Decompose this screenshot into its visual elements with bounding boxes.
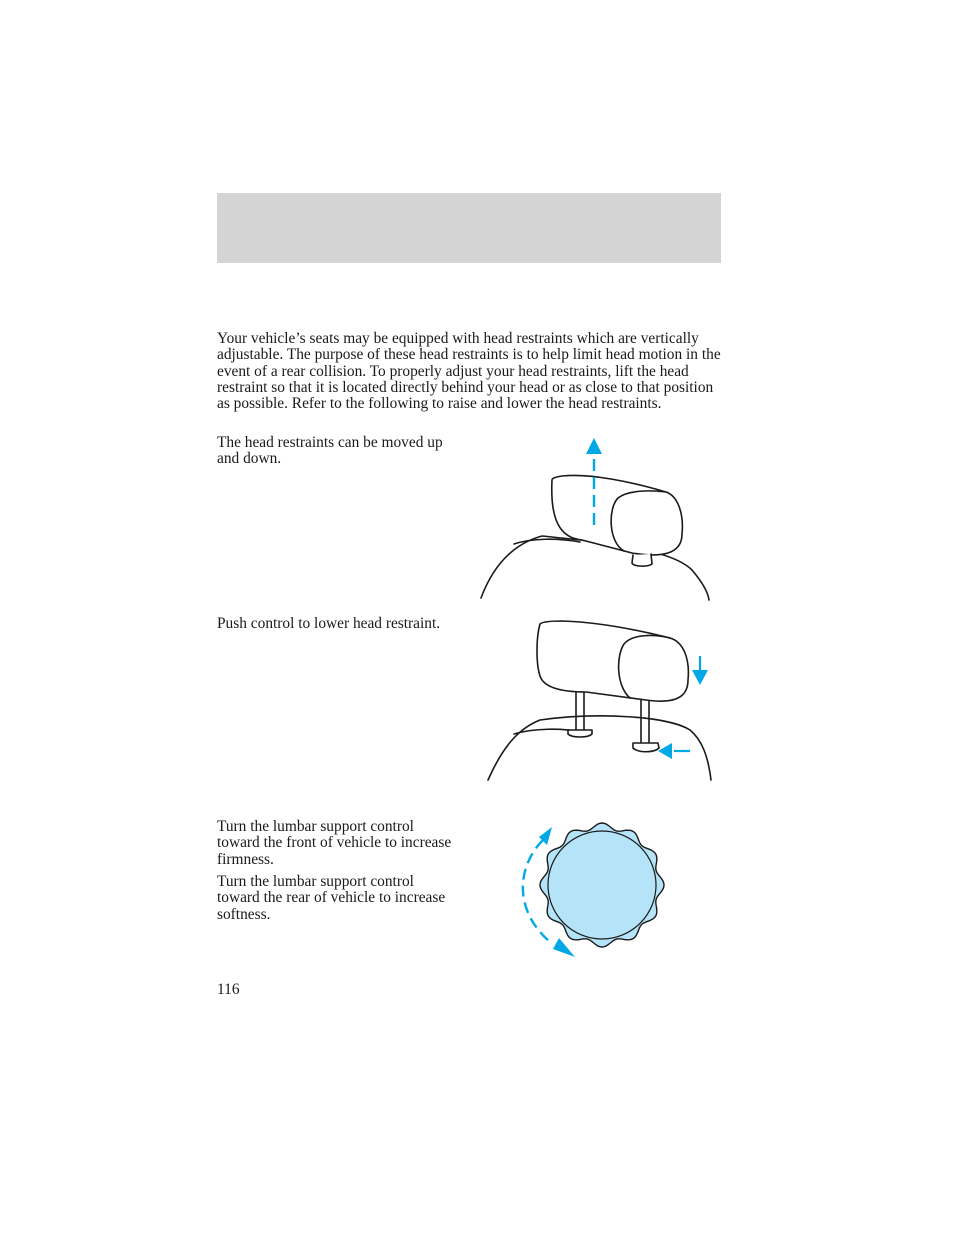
head-restraint-lower-illustration xyxy=(478,608,728,786)
lumbar-knob-illustration xyxy=(505,818,680,963)
head-restraint-adjust-text: The head restraints can be moved up and down. xyxy=(217,434,443,468)
head-restraint-raise-illustration xyxy=(470,430,730,605)
lumbar-firmness-text: Turn the lumbar support control toward the front of vehicle to increase firmness. xyxy=(217,818,452,868)
lumbar-softness-text: Turn the lumbar support control toward the rear of vehicle to increase softness. xyxy=(217,873,446,923)
push-control-text: Push control to lower head restraint. xyxy=(217,615,441,632)
intro-paragraph: Your vehicle’s seats may be equipped with head restraints which are vertically adjustable. The purpose of these head restraints is to help limit head motion in the event of a rear collision. To properly adjust your head restraints, lift the head restraint so that it is located directly behind your head or as close to that position as possible. Refer to the following to raise and lower the head restraints. xyxy=(217,330,721,413)
section-header-bar xyxy=(217,193,721,263)
page-number: 116 xyxy=(217,981,240,998)
